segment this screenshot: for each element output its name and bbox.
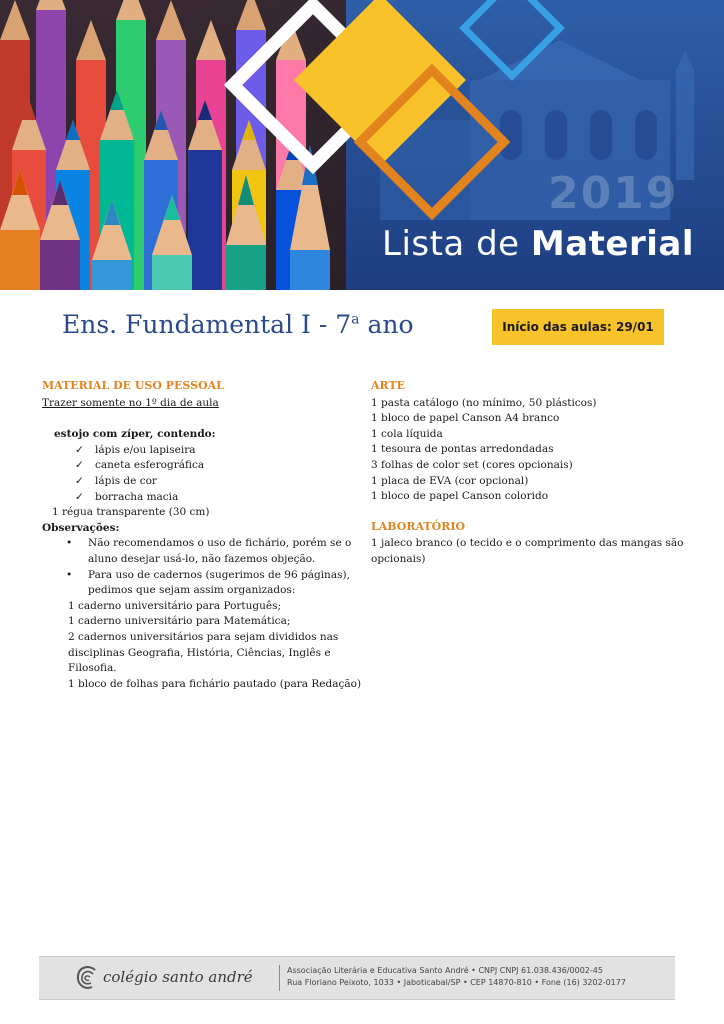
header-banner	[0, 0, 724, 290]
check-icon: ✓	[75, 490, 84, 503]
notebook-list	[42, 599, 362, 693]
list-item	[75, 474, 362, 490]
list-item: 1 bloco de folhas para fichário pautado (para Redação)	[68, 677, 362, 690]
check-icon: ✓	[75, 443, 84, 456]
footer-info-line: Associação Literária e Educativa Santo André • CNPJ CNPJ 61.038.436/0002-45	[287, 966, 603, 975]
list-item: 3 folhas de color set (cores opcionais)	[371, 458, 573, 471]
list-item	[75, 490, 362, 506]
personal-material-heading: MATERIAL DE USO PESSOAL	[42, 379, 224, 392]
school-logo-icon	[75, 965, 99, 991]
banner-title	[382, 224, 694, 264]
list-item	[75, 458, 362, 474]
pencil-case-list	[42, 443, 362, 505]
list-item-label: lápis de cor	[95, 474, 157, 487]
banner-year: 2019	[548, 168, 679, 219]
list-item: 1 bloco de papel Canson colorido	[371, 490, 549, 503]
art-heading: ARTE	[371, 379, 406, 392]
personal-material-section	[42, 378, 362, 692]
list-item: 1 caderno universitário para Matemática;	[68, 615, 291, 628]
list-item: 2 cadernos universitários para sejam divididos nas disciplinas Geografia, História, Ciências, Inglês e Filosofia.	[68, 630, 339, 675]
start-date-badge: Início das aulas: 29/01	[492, 309, 664, 345]
list-item: 1 jaleco branco (o tecido e o comprimento das mangas são opcionais)	[371, 537, 684, 565]
grade-prefix: Ens. Fundamental I - 7	[62, 310, 352, 339]
grade-ordinal: a	[351, 311, 360, 328]
lab-heading: LABORATÓRIO	[371, 519, 466, 533]
list-item	[62, 536, 362, 567]
list-item-label: lápis e/ou lapiseira	[95, 443, 196, 456]
ruler-item: 1 régua transparente (30 cm)	[52, 506, 210, 519]
banner-title-light: Lista de	[382, 224, 531, 264]
list-item: 1 caderno universitário para Português;	[68, 599, 282, 612]
bullet-icon: •	[66, 537, 73, 550]
footer-info	[287, 965, 626, 989]
banner-title-bold: Material	[530, 224, 694, 264]
footer-divider	[279, 965, 280, 991]
school-name: colégio santo andré	[103, 968, 253, 986]
observations-list	[42, 536, 362, 598]
list-item: 1 pasta catálogo (no mínimo, 50 plásticos)	[371, 396, 597, 409]
list-item: 1 bloco de papel Canson A4 branco	[371, 412, 560, 425]
observations-heading: Observações:	[42, 521, 120, 534]
list-item	[62, 568, 362, 599]
list-item	[75, 443, 362, 459]
bullet-icon: •	[66, 568, 73, 581]
first-day-note: Trazer somente no 1º dia de aula	[42, 396, 219, 409]
footer-info-line: Rua Floriano Peixoto, 1033 • Jaboticabal/SP • CEP 14870-810 • Fone (16) 3202-0177	[287, 978, 626, 987]
pencil-case-heading: estojo com zíper, contendo:	[54, 428, 216, 441]
list-item-label: Não recomendamos o uso de fichário, porém se o aluno desejar usá-lo, não fazemos objeção.	[88, 537, 352, 565]
list-item-label: borracha macia	[95, 490, 179, 503]
page-title	[62, 310, 414, 339]
footer	[39, 956, 675, 1000]
list-item: 1 tesoura de pontas arredondadas	[371, 443, 554, 456]
list-item: 1 cola líquida	[371, 427, 443, 440]
list-item-label: caneta esferográfica	[95, 459, 205, 472]
art-lab-section	[371, 378, 701, 568]
check-icon: ✓	[75, 474, 84, 487]
list-item-label: Para uso de cadernos (sugerimos de 96 páginas), pedimos que sejam assim organizados:	[88, 568, 350, 597]
check-icon: ✓	[75, 459, 84, 472]
list-item: 1 placa de EVA (cor opcional)	[371, 474, 529, 487]
grade-suffix: ano	[359, 310, 414, 339]
